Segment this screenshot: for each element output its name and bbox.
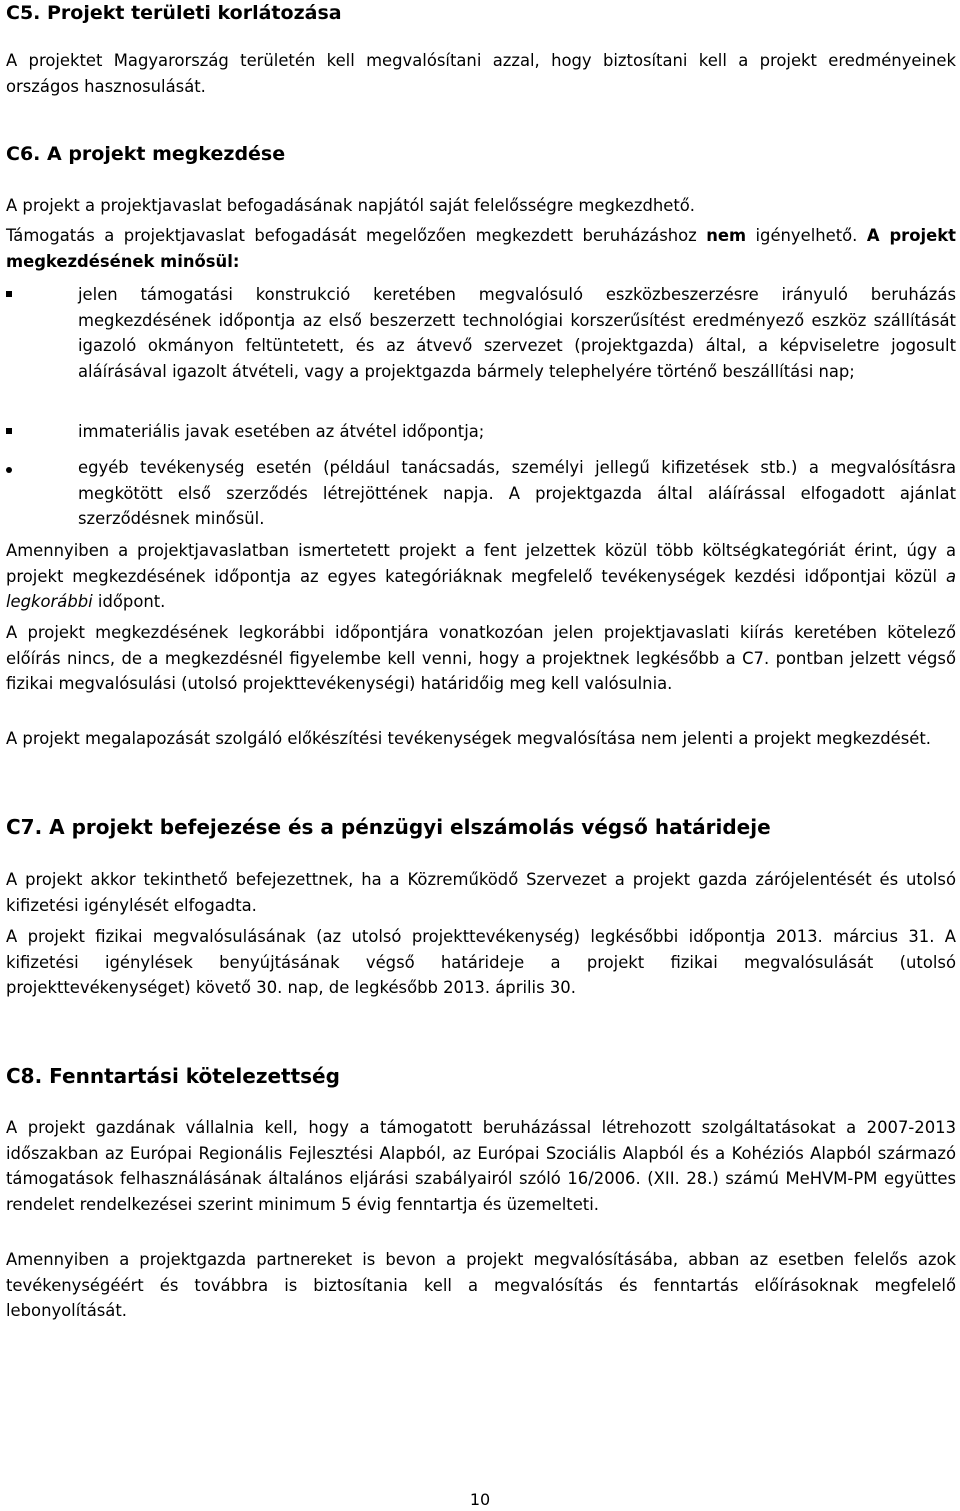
list-item-text: immateriális javak esetében az átvétel időpontja; xyxy=(78,422,485,441)
section-c5-paragraph: A projektet Magyarország területén kell megvalósítani azzal, hogy biztosítani kell a projekt eredményeinek országos hasznosulását. xyxy=(6,51,956,96)
section-c7-number: C7. xyxy=(6,815,43,839)
section-c8-title-text: Fenntartási kötelezettség xyxy=(49,1064,340,1088)
section-c6-paragraph-3 xyxy=(6,538,956,615)
section-c6-paragraph-2 xyxy=(6,223,956,274)
list-item-3 xyxy=(6,455,956,532)
c6-p3-italic: a legkorábbi xyxy=(6,566,956,611)
square-bullet-icon xyxy=(6,291,12,297)
section-c8-paragraph-2: Amennyiben a projektgazda partnereket is bevon a projekt megvalósításába, abban az esetben felelős azok tevékenységéért és továbbra is biztosítania kell a megvalósítás és fenntartás előírásoknak megfelelő lebonyolítását. xyxy=(6,1250,956,1320)
page-number: 10 xyxy=(469,1490,491,1509)
c6-p2-heading: A projekt megkezdésének minősül: xyxy=(6,226,956,271)
section-c7-paragraph-2: A projekt fizikai megvalósulásának (az utolsó projekttevékenység) legkésőbbi időpontja 2013. március 31. A kifizetési igénylések benyújtásának végső határideje a projekt fizikai megvalósulását (utolsó projekttevékenységet) követő 30. nap, de legkésőbb 2013. április 30. xyxy=(6,927,956,997)
section-c6-number: C6. xyxy=(6,143,41,165)
section-c7-title-text: A projekt befejezése és a pénzügyi elszámolás végső határideje xyxy=(49,815,771,839)
section-c6-paragraph-4: A projekt megkezdésének legkorábbi időpontjára vonatkozóan jelen projektjavaslati kiírás keretében kötelező előírás nincs, de a megkezdésnél figyelembe kell venni, hogy a projektnek legkésőbb a C7. pontban jelzett végső fizikai megvalósulási (utolsó projekttevékenységi) határidőig meg kell valósulnia. xyxy=(6,623,956,693)
dot-bullet-icon xyxy=(6,467,12,473)
section-c6-title-text: A projekt megkezdése xyxy=(47,143,286,165)
c6-p3-text-end: időpont. xyxy=(92,592,166,611)
list-item-2 xyxy=(6,419,956,445)
c6-p3-text: Amennyiben a projektjavaslatban ismertetett projekt a fent jelzettek közül több költségkategóriát érint, úgy a projekt megkezdésének időpontja az egyes kategóriáknak megfelelő tevékenységek kezdési időpontjai közül xyxy=(6,541,956,586)
list-item-text: egyéb tevékenység esetén (például tanácsadás, személyi jellegű kifizetések stb.) a megvalósításra megkötött első szerződés létrejöttének napja. A projektgazda által aláírással elfogadott ajánlat szerződésnek minősül. xyxy=(78,458,956,528)
section-c6-paragraph-1: A projekt a projektjavaslat befogadásának napjától saját felelősségre megkezdhető. xyxy=(6,196,696,215)
list-item-text: jelen támogatási konstrukció keretében megvalósuló eszközbeszerzésre irányuló beruházás megkezdésének időpontja az első beszerzett technológiai korszerűsítést eredményező eszköz szállítását igazoló okmányon feltüntetett, és az átvevő szervezet (projektgazda) által, a képviseletre jogosult aláírásával igazolt átvételi, vagy a projektgazda bármely telephelyére történő beszállítási nap; xyxy=(78,285,956,381)
c6-p2-emphasis: nem xyxy=(706,226,747,245)
section-c6-paragraph-5: A projekt megalapozását szolgáló előkészítési tevékenységek megvalósítása nem jelenti a projekt megkezdését. xyxy=(6,729,931,748)
section-c6-title xyxy=(6,143,285,165)
list-item-1 xyxy=(6,282,956,384)
section-c7-title xyxy=(6,815,771,839)
section-c5-title: C5. Projekt területi korlátozása xyxy=(6,2,342,24)
section-c7-paragraph-1: A projekt akkor tekinthető befejezettnek, ha a Közreműködő Szervezet a projekt gazda zárójelentését és utolsó kifizetési igénylését elfogadta. xyxy=(6,870,956,915)
section-c8-paragraph-1: A projekt gazdának vállalnia kell, hogy a támogatott beruházással létrehozott szolgáltatásokat a 2007-2013 időszakban az Európai Regionális Fejlesztési Alapból, az Európai Szociális Alapból és a Kohéziós Alapból származó támogatások felhasználásának általános eljárási szabályairól szóló 16/2006. (XII. 28.) számú MeHVM-PM együttes rendelet rendelkezései szerint minimum 5 évig fenntartja és üzemelteti. xyxy=(6,1118,956,1214)
section-c8-title xyxy=(6,1064,340,1088)
c6-p2-text: Támogatás a projektjavaslat befogadását megelőzően megkezdett beruházáshoz xyxy=(6,226,707,245)
section-c8-number: C8. xyxy=(6,1064,43,1088)
square-bullet-icon xyxy=(6,428,12,434)
c6-p2-text-cont: igényelhető. xyxy=(746,226,867,245)
